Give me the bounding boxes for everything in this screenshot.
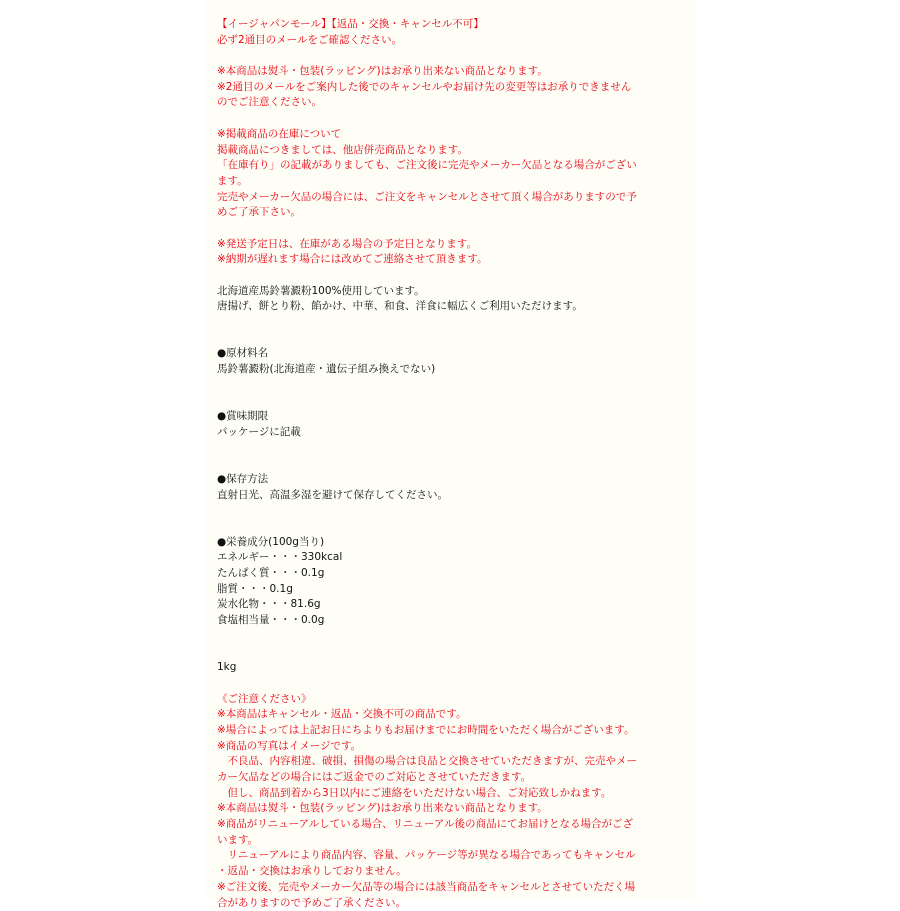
blank-line	[217, 378, 687, 394]
description-line: ●栄養成分(100g当り)	[217, 535, 687, 551]
description-line: ・返品・交換はお承りしておりません。	[217, 864, 687, 880]
description-line: めご了承下さい。	[217, 205, 687, 221]
description-line: 1kg	[217, 660, 687, 676]
blank-line	[217, 629, 687, 645]
blank-line	[217, 519, 687, 535]
blank-line	[217, 394, 687, 410]
description-line: 【イージャパンモール】【返品・交換・キャンセル不可】	[217, 17, 687, 33]
description-line: 馬鈴薯澱粉(北海道産・遺伝子組み換えでない)	[217, 362, 687, 378]
blank-line	[217, 645, 687, 661]
description-line: カー欠品などの場合にはご返金でのご対応とさせていただきます。	[217, 770, 687, 786]
blank-line	[217, 268, 687, 284]
product-description-page	[205, 0, 695, 900]
blank-line	[217, 221, 687, 237]
blank-line	[217, 315, 687, 331]
blank-line	[217, 456, 687, 472]
description-line: ※掲載商品の在庫について	[217, 127, 687, 143]
description-line: ※ご注文後、完売やメーカー欠品等の場合には該当商品をキャンセルとさせていただく場	[217, 880, 687, 896]
description-line: 脂質・・・0.1g	[217, 582, 687, 598]
product-description-text	[217, 17, 687, 911]
description-line: 合がありますので予めご了承ください。	[217, 896, 687, 911]
blank-line	[217, 111, 687, 127]
description-line: パッケージに記載	[217, 425, 687, 441]
description-line: 唐揚げ、餅とり粉、餡かけ、中華、和食、洋食に幅広くご利用いただけます。	[217, 299, 687, 315]
description-line: ※納期が遅れます場合には改めてご連絡させて頂きます。	[217, 252, 687, 268]
description-line: ※商品がリニューアルしている場合、リニューアル後の商品にてお届けとなる場合がござ	[217, 817, 687, 833]
description-line: ※本商品は熨斗・包装(ラッピング)はお承り出来ない商品となります。	[217, 64, 687, 80]
description-line: リニューアルにより商品内容、容量、パッケージ等が異なる場合であってもキャンセル	[217, 848, 687, 864]
description-line: 必ず2通目のメールをご確認ください。	[217, 33, 687, 49]
blank-line	[217, 331, 687, 347]
description-line: エネルギー・・・330kcal	[217, 550, 687, 566]
description-line: 但し、商品到着から3日以内にご連絡をいただけない場合、ご対応致しかねます。	[217, 786, 687, 802]
description-line: 北海道産馬鈴薯澱粉100%使用しています。	[217, 284, 687, 300]
description-line: ●原材料名	[217, 346, 687, 362]
description-line: ●保存方法	[217, 472, 687, 488]
description-line: 炭水化物・・・81.6g	[217, 597, 687, 613]
description-line: 掲載商品につきましては、他店併売商品となります。	[217, 143, 687, 159]
description-line: います。	[217, 833, 687, 849]
description-line: 不良品、内容相違、破損、損傷の場合は良品と交換させていただきますが、完売やメー	[217, 754, 687, 770]
description-line: ※発送予定日は、在庫がある場合の予定日となります。	[217, 237, 687, 253]
blank-line	[217, 48, 687, 64]
description-line: 直射日光、高温多湿を避けて保存してください。	[217, 488, 687, 504]
blank-line	[217, 676, 687, 692]
blank-line	[217, 503, 687, 519]
description-line: ※本商品はキャンセル・返品・交換不可の商品です。	[217, 707, 687, 723]
description-line: ※場合によっては上記お日にちよりもお届けまでにお時間をいただく場合がございます。	[217, 723, 687, 739]
description-line: ます。	[217, 174, 687, 190]
description-line: 《ご注意ください》	[217, 692, 687, 708]
description-line: ●賞味期限	[217, 409, 687, 425]
description-line: ※2通目のメールをご案内した後でのキャンセルやお届け先の変更等はお承りできません	[217, 80, 687, 96]
blank-line	[217, 441, 687, 457]
description-line: 食塩相当量・・・0.0g	[217, 613, 687, 629]
description-line: 「在庫有り」の記載がありましても、ご注文後に完売やメーカー欠品となる場合がござい	[217, 158, 687, 174]
description-line: ※本商品は熨斗・包装(ラッピング)はお承り出来ない商品となります。	[217, 801, 687, 817]
description-line: のでご注意ください。	[217, 95, 687, 111]
description-line: 完売やメーカー欠品の場合には、ご注文をキャンセルとさせて頂く場合がありますので予	[217, 190, 687, 206]
description-line: ※商品の写真はイメージです。	[217, 739, 687, 755]
description-line: たんぱく質・・・0.1g	[217, 566, 687, 582]
